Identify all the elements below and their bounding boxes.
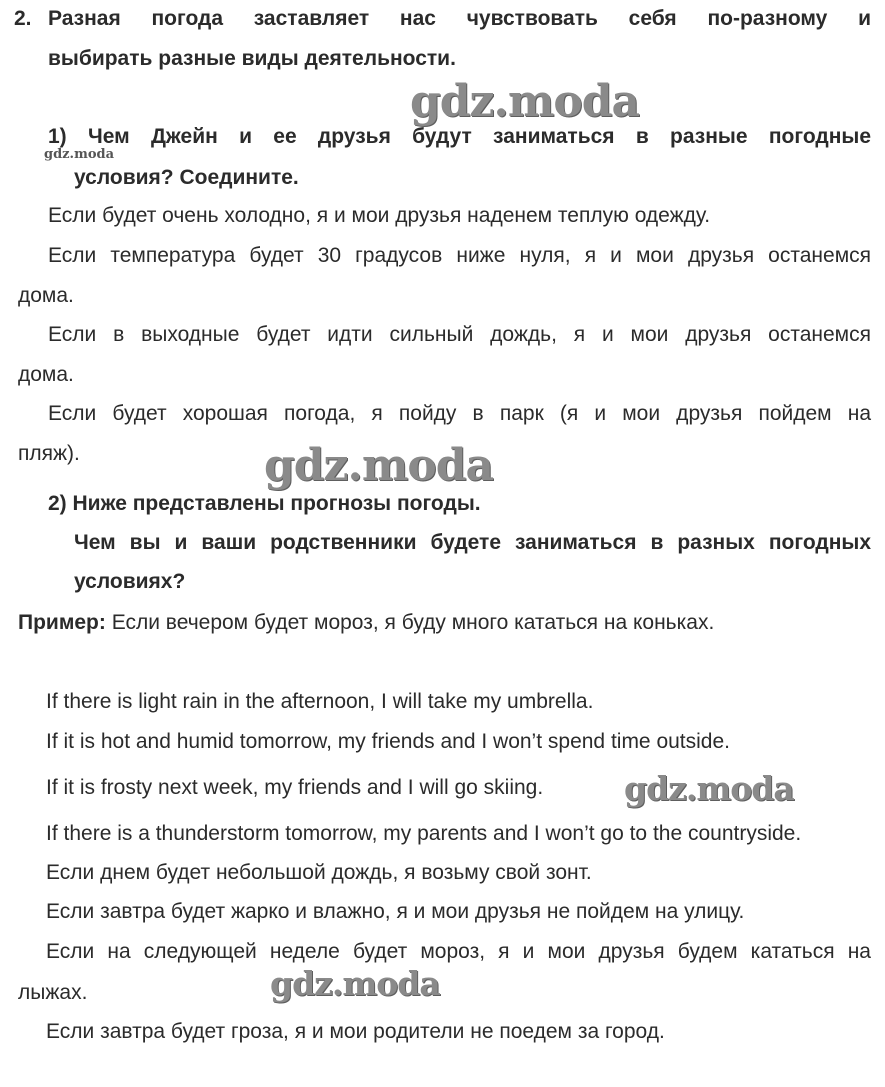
example-text: Если вечером будет мороз, я буду много кататься на коньках. [105, 611, 715, 634]
task-intro-line1: Разная погода заставляет нас чувствовать себя по-разному и [48, 7, 871, 30]
part2-heading-line1: 2) Ниже представлены прогнозы погоды. [48, 492, 481, 515]
russian-answer: лыжах. [18, 981, 88, 1004]
task-intro-line2: выбирать разные виды деятельности. [48, 47, 456, 70]
example-line [18, 610, 714, 636]
part1-answer: дома. [18, 363, 74, 386]
russian-answer: Если завтра будет гроза, я и мои родители не поедем за город. [46, 1020, 665, 1043]
part1-heading-line1: 1) Чем Джейн и ее друзья будут заниматься в разные погодные [48, 125, 871, 148]
part1-answer: пляж). [18, 442, 80, 465]
english-answer: If there is a thunderstorm tomorrow, my parents and I won’t go to the countryside. [46, 822, 802, 845]
part1-answer: Если будет очень холодно, я и мои друзья наденем теплую одежду. [48, 204, 711, 227]
russian-answer: Если завтра будет жарко и влажно, я и мои друзья не пойдем на улицу. [46, 900, 745, 923]
part1-answer: Если в выходные будет идти сильный дождь, я и мои друзья останемся [48, 323, 871, 346]
part2-heading-line3: условиях? [74, 570, 186, 593]
english-answer: If there is light rain in the afternoon, I will take my umbrella. [46, 690, 594, 713]
part1-answer: дома. [18, 284, 74, 307]
russian-answer: Если на следующей неделе будет мороз, я и мои друзья будем кататься на [46, 940, 871, 963]
watermark-logo: gdz.moda [264, 440, 494, 491]
example-label: Пример: [18, 611, 106, 634]
watermark-logo: gdz.moda [270, 964, 440, 1003]
watermark-logo: gdz.moda [624, 769, 794, 808]
task-number: 2. [14, 7, 32, 30]
part1-heading-line2: условия? Соедините. [74, 166, 299, 189]
watermark-logo: gdz.moda [410, 76, 640, 127]
part1-answer: Если температура будет 30 градусов ниже нуля, я и мои друзья останемся [48, 244, 871, 267]
english-answer: If it is hot and humid tomorrow, my friends and I won’t spend time outside. [46, 730, 730, 753]
russian-answer: Если днем будет небольшой дождь, я возьму свой зонт. [46, 861, 592, 884]
watermark-logo-small: gdz.moda [44, 147, 115, 162]
english-answer: If it is frosty next week, my friends and I will go skiing. [46, 776, 544, 799]
part1-answer: Если будет хорошая погода, я пойду в парк (я и мои друзья пойдем на [48, 402, 871, 425]
part2-heading-line2: Чем вы и ваши родственники будете заниматься в разных погодных [74, 531, 871, 554]
